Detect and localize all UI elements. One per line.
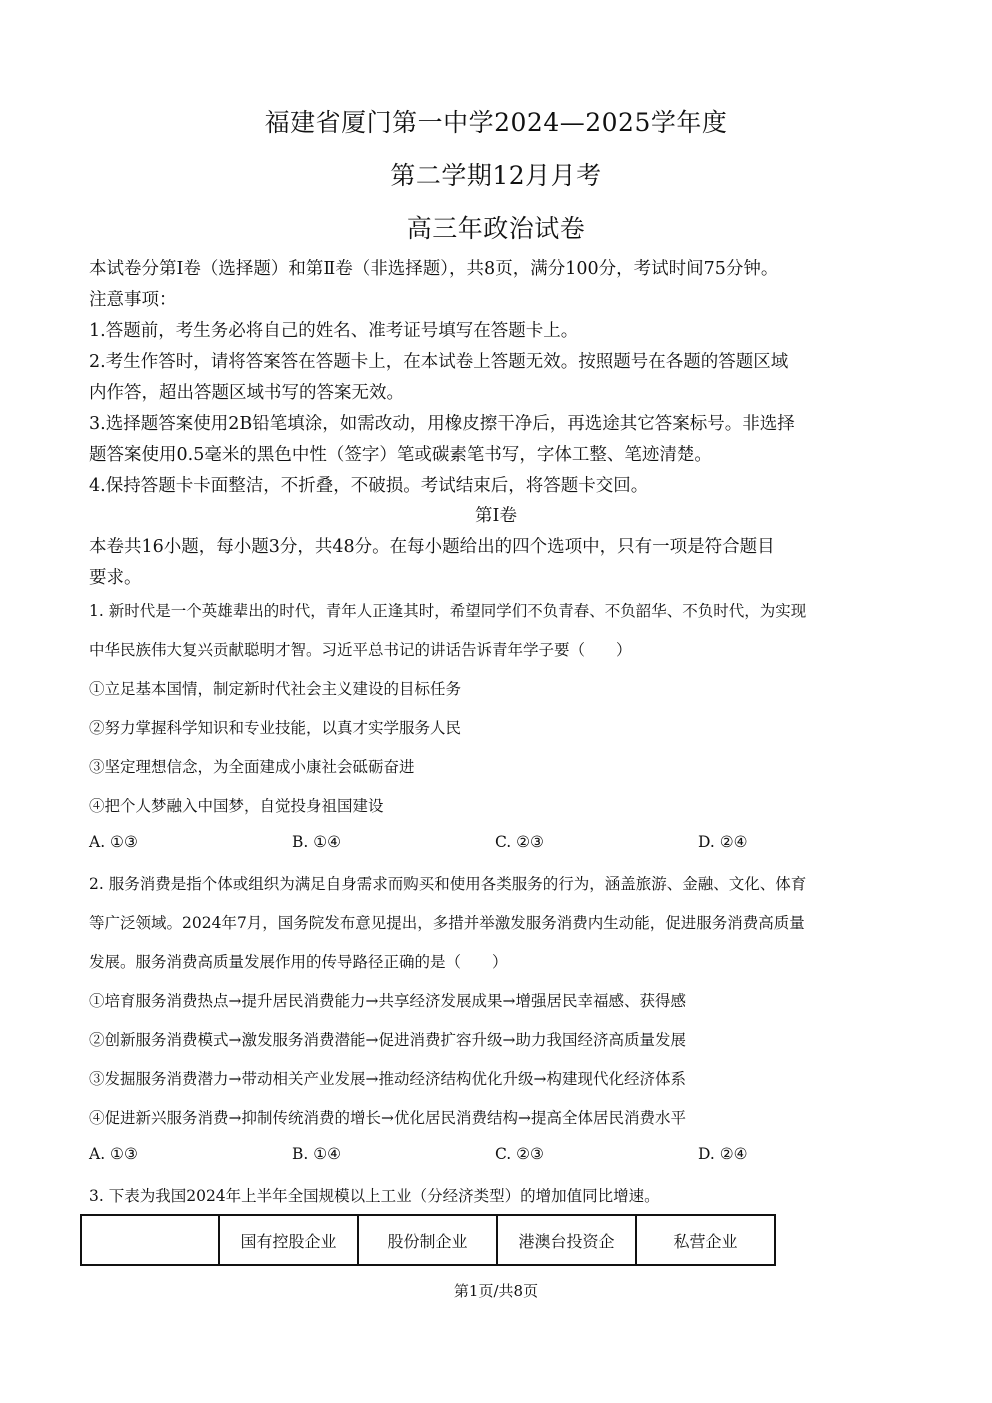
notice-item: 4.保持答题卡卡面整洁，不折叠，不破损。考试结束后，将答题卡交回。 xyxy=(89,476,649,496)
q3-stem: 3. 下表为我国2024年上半年全国规模以上工业（分经济类型）的增加值同比增速。 xyxy=(89,1187,660,1205)
table-header-cell xyxy=(81,1215,219,1265)
q2-option-b: B. ①④ xyxy=(292,1145,342,1163)
q2-statement: ③发掘服务消费潜力→带动相关产业发展→推动经济结构优化升级→构建现代化经济体系 xyxy=(89,1070,686,1088)
table-header-cell: 港澳台投资企 xyxy=(497,1215,636,1265)
section-desc: 要求。 xyxy=(89,568,142,588)
table-header-cell: 私营企业 xyxy=(636,1215,775,1265)
q1-stem: 中华民族伟大复兴贡献聪明才智。习近平总书记的讲话告诉青年学子要（ ） xyxy=(89,641,632,659)
q2-stem: 2. 服务消费是指个体或组织为满足自身需求而购买和使用各类服务的行为，涵盖旅游、金融、文化、体育 xyxy=(89,875,807,893)
q1-statement: ③坚定理想信念，为全面建成小康社会砥砺奋进 xyxy=(89,758,415,776)
q1-stem: 1. 新时代是一个英雄辈出的时代，青年人正逢其时，希望同学们不负青春、不负韶华、不负时代，为实现 xyxy=(89,602,807,620)
notice-item: 题答案使用0.5毫米的黑色中性（签字）笔或碳素笔书写，字体工整、笔迹清楚。 xyxy=(89,445,712,465)
notice-heading: 注意事项： xyxy=(89,290,177,310)
q2-statement: ④促进新兴服务消费→抑制传统消费的增长→优化居民消费结构→提高全体居民消费水平 xyxy=(89,1109,686,1127)
section-title: 第Ⅰ卷 xyxy=(475,506,517,526)
q2-stem: 发展。服务消费高质量发展作用的传导路径正确的是（ ） xyxy=(89,953,508,971)
q2-option-a: A. ①③ xyxy=(89,1145,138,1163)
growth-table xyxy=(80,1214,776,1266)
notice-item: 内作答，超出答题区域书写的答案无效。 xyxy=(89,383,404,403)
q2-statement: ②创新服务消费模式→激发服务消费潜能→促进消费扩容升级→助力我国经济高质量发展 xyxy=(89,1031,686,1049)
q1-option-a: A. ①③ xyxy=(89,833,138,851)
title-line-3: 高三年政治试卷 xyxy=(406,214,586,243)
q2-stem: 等广泛领域。2024年7月，国务院发布意见提出，多措并举激发服务消费内生动能，促进服务消费高质量 xyxy=(89,914,805,932)
section-desc: 本卷共16小题，每小题3分，共48分。在每小题给出的四个选项中，只有一项是符合题目 xyxy=(89,537,775,557)
notice-item: 3.选择题答案使用2B铅笔填涂，如需改动，用橡皮擦干净后，再选途其它答案标号。非选择 xyxy=(89,414,795,434)
q1-option-d: D. ②④ xyxy=(698,833,748,851)
title-line-1: 福建省厦门第一中学2024—2025学年度 xyxy=(264,108,728,137)
q1-statement: ④把个人梦融入中国梦，自觉投身祖国建设 xyxy=(89,797,384,815)
q1-option-b: B. ①④ xyxy=(292,833,342,851)
intro-text: 本试卷分第Ⅰ卷（选择题）和第Ⅱ卷（非选择题），共8页，满分100分，考试时间75分钟。 xyxy=(89,259,779,279)
table-header-row xyxy=(81,1215,775,1265)
page-footer: 第1页/共8页 xyxy=(453,1282,539,1300)
q2-option-d: D. ②④ xyxy=(698,1145,748,1163)
q1-statement: ②努力掌握科学知识和专业技能，以真才实学服务人民 xyxy=(89,719,462,737)
table-header-cell: 股份制企业 xyxy=(358,1215,497,1265)
notice-item: 2.考生作答时，请将答案答在答题卡上，在本试卷上答题无效。按照题号在各题的答题区域 xyxy=(89,352,789,372)
q1-statement: ①立足基本国情，制定新时代社会主义建设的目标任务 xyxy=(89,680,462,698)
notice-item: 1.答题前，考生务必将自己的姓名、准考证号填写在答题卡上。 xyxy=(89,321,579,341)
q1-option-c: C. ②③ xyxy=(495,833,544,851)
q2-statement: ①培育服务消费热点→提升居民消费能力→共享经济发展成果→增强居民幸福感、获得感 xyxy=(89,992,686,1010)
table-header-cell: 国有控股企业 xyxy=(219,1215,358,1265)
title-line-2: 第二学期12月月考 xyxy=(390,161,602,190)
q2-option-c: C. ②③ xyxy=(495,1145,544,1163)
